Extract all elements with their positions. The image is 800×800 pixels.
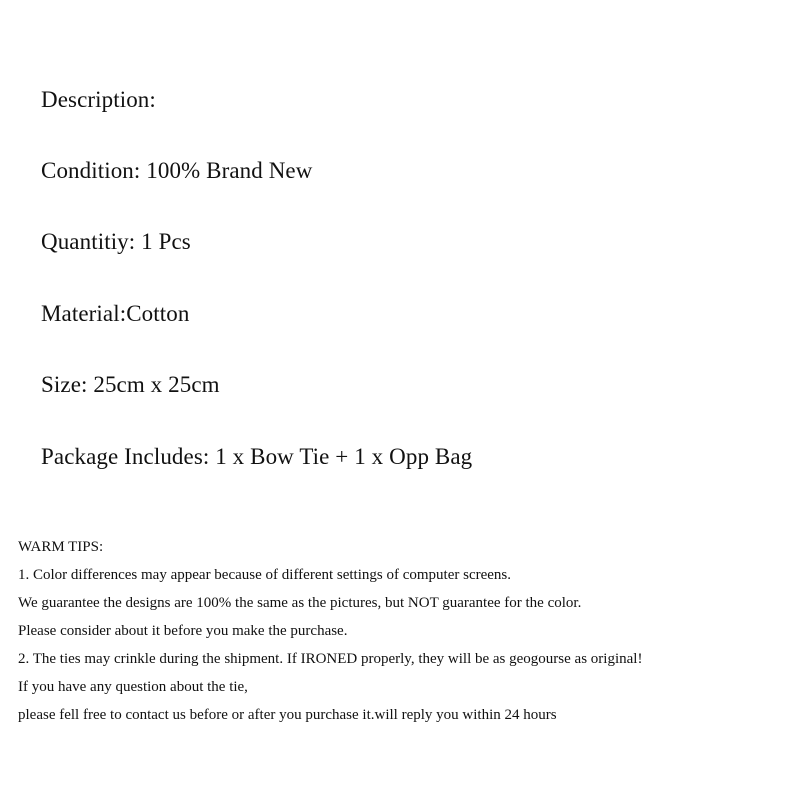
warm-tips-line: We guarantee the designs are 100% the same as the pictures, but NOT guarantee for the color.: [18, 595, 582, 611]
quantity-text: Quantitiy: 1 Pcs: [41, 229, 191, 254]
warm-tips-line: 1. Color differences may appear because of different settings of computer screens.: [18, 567, 512, 583]
condition-text: Condition: 100% Brand New: [41, 158, 313, 183]
description-heading: Description:: [41, 87, 156, 112]
package-text: Package Includes: 1 x Bow Tie + 1 x Opp Bag: [41, 444, 473, 469]
warm-tips-heading: WARM TIPS:: [18, 539, 104, 555]
material-text: Material:Cotton: [41, 301, 190, 326]
warm-tips-line: Please consider about it before you make the purchase.: [18, 623, 348, 639]
warm-tips-line: 2. The ties may crinkle during the shipment. If IRONED properly, they will be as geogourse as original!: [18, 651, 643, 667]
warm-tips-line: please fell free to contact us before or after you purchase it.will reply you within 24 hours: [18, 707, 557, 723]
warm-tips-line: If you have any question about the tie,: [18, 679, 248, 695]
size-text: Size: 25cm x 25cm: [41, 372, 220, 397]
